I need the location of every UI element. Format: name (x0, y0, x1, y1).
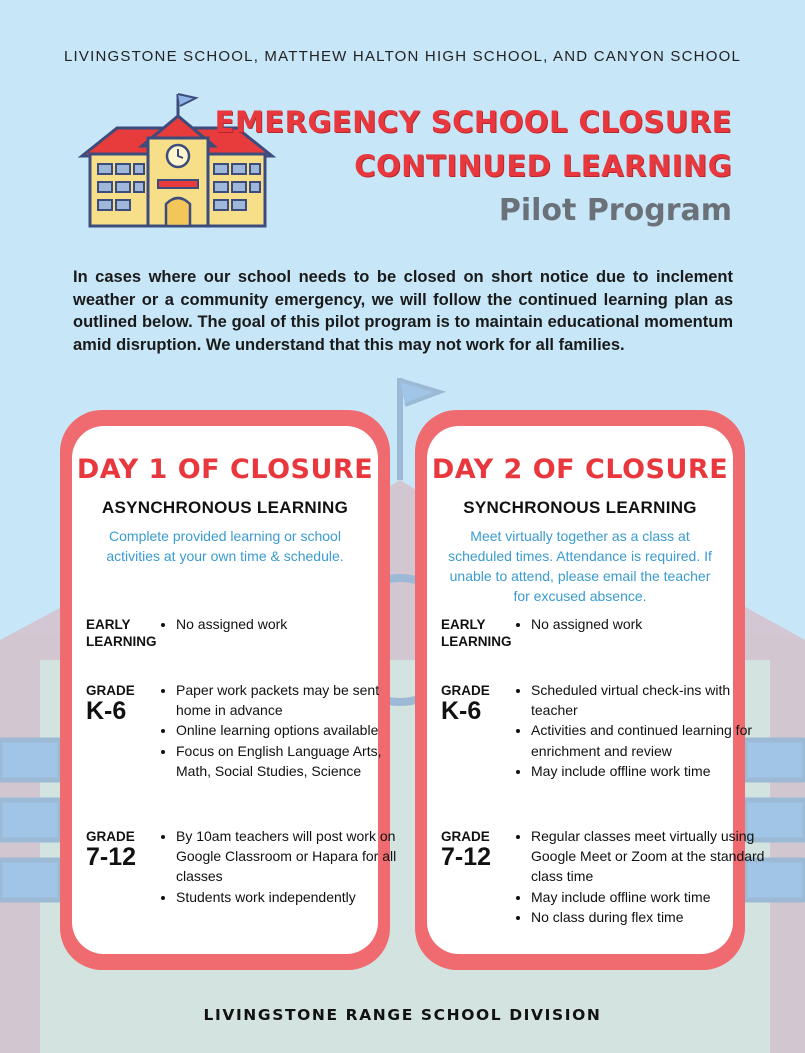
grade-label-small: GRADE (86, 683, 135, 698)
title-pilot-program: Pilot Program (498, 193, 732, 228)
grade-label (441, 682, 521, 723)
intro-paragraph: In cases where our school needs to be closed on short notice due to inclement weather or a community emergency, we will follow the continued learning plan as outlined below. The goal of this pilot program is to maintain educational momentum amid disruption. We understand that this may not work for all families. (73, 268, 733, 354)
title-block (215, 100, 732, 234)
day1-card-inner (72, 426, 397, 954)
division-footer: LIVINGSTONE RANGE SCHOOL DIVISION (203, 1006, 602, 1024)
day1-card (60, 410, 397, 970)
day2-title: DAY 2 OF CLOSURE (431, 454, 729, 485)
grade-label-line2: LEARNING (441, 634, 512, 649)
day2-description: Meet virtually together as a class at scheduled times. Attendance is required. If unable to attend, please email the teacher for excused absence. (448, 528, 712, 604)
list-item: • Paper work packets may be sent home in advance (176, 680, 416, 720)
list-item: • Scheduled virtual check-ins with teacher (531, 680, 771, 720)
grade-items (156, 680, 416, 781)
grade-label (86, 682, 166, 723)
school-names: LIVINGSTONE SCHOOL, MATTHEW HALTON HIGH SCHOOL, AND CANYON SCHOOL (64, 48, 741, 65)
day2-card-inner (427, 426, 765, 954)
list-item: • Students work independently (176, 887, 416, 907)
list-item: • May include offline work time (531, 887, 771, 907)
list-item: • Focus on English Language Arts, Math, Social Studies, Science (176, 741, 416, 781)
grade-items (156, 614, 416, 634)
list-item: • No class during flex time (531, 907, 771, 927)
grade-label-big: 7-12 (441, 843, 492, 871)
grade-label (86, 616, 166, 650)
day2-subtitle: SYNCHRONOUS LEARNING (463, 498, 697, 517)
title-emergency-closure: EMERGENCY SCHOOL CLOSURE (214, 105, 732, 139)
grade-label (441, 828, 521, 869)
grade-items (156, 826, 416, 907)
day1-title: DAY 1 OF CLOSURE (76, 454, 374, 485)
day1-subtitle: ASYNCHRONOUS LEARNING (101, 498, 349, 517)
grade-label-big: 7-12 (86, 843, 137, 871)
grade-label (86, 828, 166, 869)
list-item: • No assigned work (176, 614, 416, 634)
list-item: • May include offline work time (531, 761, 771, 781)
list-item: • Regular classes meet virtually using Google Meet or Zoom at the standard class time (531, 826, 771, 887)
list-item: • Activities and continued learning for enrichment and review (531, 720, 771, 760)
title-continued-learning: CONTINUED LEARNING (354, 149, 732, 183)
grade-label (441, 616, 521, 650)
day2-card (415, 410, 765, 970)
grade-label-line2: LEARNING (86, 634, 157, 649)
list-item: • Online learning options available (176, 720, 416, 740)
list-item: • By 10am teachers will post work on Google Classroom or Hapara for all classes (176, 826, 416, 887)
grade-label-small: GRADE (441, 683, 490, 698)
grade-label-big: K-6 (441, 697, 482, 725)
day1-description: Complete provided learning or school activities at your own time & schedule. (106, 528, 344, 564)
grade-label-big: K-6 (86, 697, 127, 725)
grade-items (511, 680, 771, 781)
grade-items (511, 826, 771, 927)
grade-label-line1: EARLY (441, 617, 486, 632)
grade-label-line1: EARLY (86, 617, 131, 632)
grade-label-small: GRADE (441, 829, 490, 844)
grade-label-small: GRADE (86, 829, 135, 844)
list-item: • No assigned work (531, 614, 771, 634)
grade-items (511, 614, 771, 634)
